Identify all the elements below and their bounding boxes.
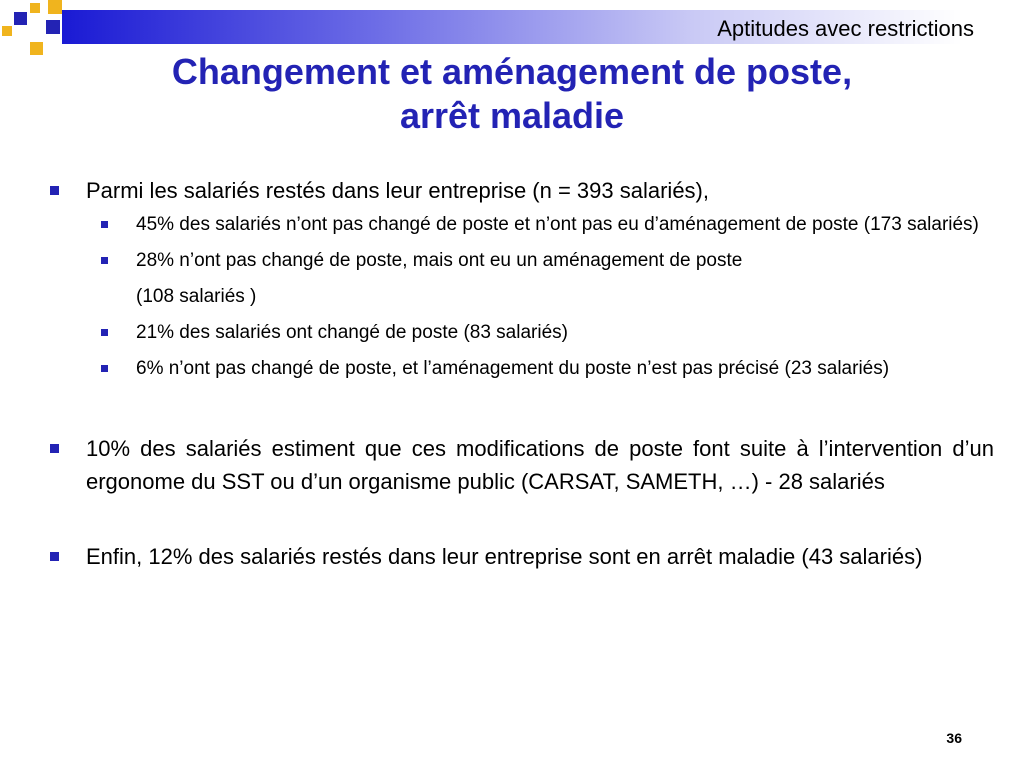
sub-bullet-text: 45% des salariés n’ont pas changé de poste et n’ont pas eu d’aménagement de poste (173 salariés) (136, 214, 979, 235)
sub-bullet-text: (108 salariés ) (136, 286, 257, 307)
square-bullet-icon (101, 329, 108, 336)
square-bullet-icon (50, 444, 59, 453)
sub-bullet-continuation (48, 283, 994, 310)
bullet-text: Enfin, 12% des salariés restés dans leur entreprise sont en arrêt maladie (43 salariés) (86, 544, 923, 569)
sub-bullet-text: 6% n’ont pas changé de poste, et l’aménagement du poste n’est pas précisé (23 salariés) (136, 358, 890, 379)
sub-bullet-item (48, 247, 994, 274)
page-number: 36 (946, 730, 962, 746)
square-bullet-icon (50, 552, 59, 561)
square-bullet-icon (101, 221, 108, 228)
square-bullet-icon (101, 257, 108, 264)
sub-bullet-text: 28% n’ont pas changé de poste, mais ont eu un aménagement de poste (136, 250, 743, 271)
slide-title-line-2: arrêt maladie (399, 95, 625, 136)
section-label: Aptitudes avec restrictions (717, 16, 974, 41)
square-bullet-icon (101, 365, 108, 372)
slide-title (0, 50, 1024, 138)
bullet-item (48, 174, 994, 207)
slide-title-line-1: Changement et aménagement de poste, (171, 51, 853, 92)
sub-bullet-item (48, 355, 994, 382)
sub-bullet-item (48, 211, 994, 238)
bullet-item (48, 432, 994, 498)
bullet-text: Parmi les salariés restés dans leur entreprise (n = 393 salariés), (86, 178, 709, 203)
square-bullet-icon (50, 186, 59, 195)
bullet-item (48, 540, 994, 573)
bullet-text: 10% des salariés estiment que ces modifications de poste font suite à l’intervention d’un ergonome du SST ou d’un organisme public (CARSAT, SAMETH, …) - 28 salariés (86, 436, 994, 494)
slide-content (48, 174, 994, 573)
sub-bullet-text: 21% des salariés ont changé de poste (83 salariés) (136, 322, 568, 343)
sub-bullet-item (48, 319, 994, 346)
